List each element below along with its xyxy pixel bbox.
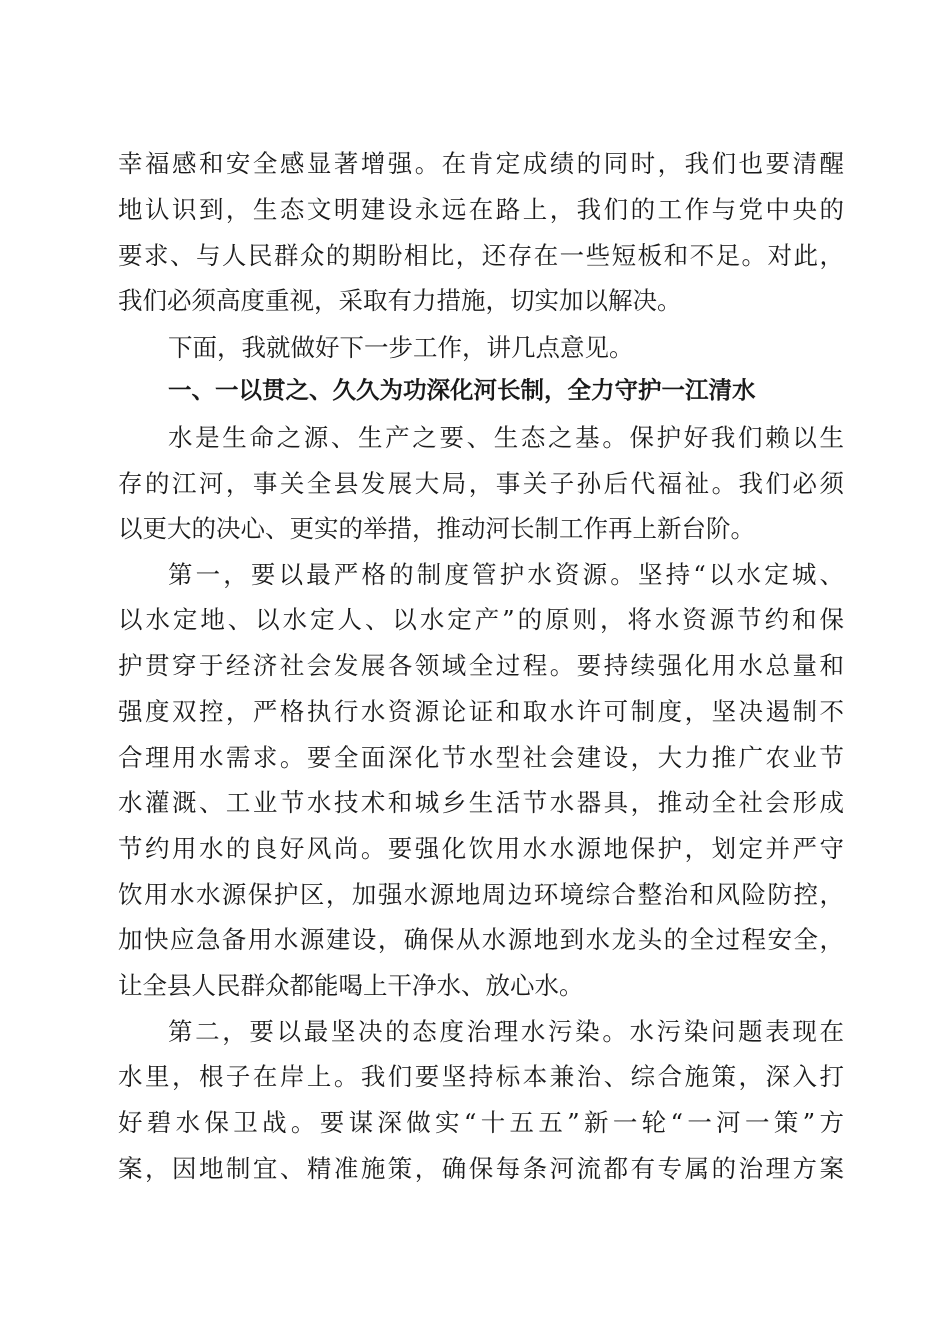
paragraph-line: 水灌溉、工业节水技术和城乡生活节水器具，推动全社会形成 (118, 788, 844, 817)
paragraph-line: 案，因地制宜、精准施策，确保每条河流都有专属的治理方案 (118, 1154, 844, 1183)
paragraph-line: 加快应急备用水源建设，确保从水源地到水龙头的全过程安全， (118, 925, 844, 954)
paragraph-line: 要求、与人民群众的期盼相比，还存在一些短板和不足。对此， (118, 241, 844, 270)
paragraph-line: 好碧水保卫战。要谋深做实“十五五”新一轮“一河一策”方 (118, 1108, 844, 1137)
paragraph-line: 以更大的决心、更实的举措，推动河长制工作再上新台阶。 (118, 514, 755, 543)
paragraph-line: 下面，我就做好下一步工作，讲几点意见。 (168, 333, 634, 362)
paragraph-line: 护贯穿于经济社会发展各领域全过程。要持续强化用水总量和 (118, 651, 844, 680)
paragraph-line: 让全县人民群众都能喝上干净水、放心水。 (118, 971, 584, 1000)
paragraph-line: 水里，根子在岸上。我们要坚持标本兼治、综合施策，深入打 (118, 1062, 844, 1091)
paragraph-line: 强度双控，严格执行水资源论证和取水许可制度，坚决遏制不 (118, 697, 844, 726)
paragraph-line: 第一，要以最严格的制度管护水资源。坚持“以水定城、 (168, 560, 844, 589)
paragraph-line: 地认识到，生态文明建设永远在路上，我们的工作与党中央的 (118, 195, 844, 224)
paragraph-line: 节约用水的良好风尚。要强化饮用水水源地保护，划定并严守 (118, 834, 844, 863)
paragraph-line: 幸福感和安全感显著增强。在肯定成绩的同时，我们也要清醒 (118, 149, 844, 178)
paragraph-line: 我们必须高度重视，采取有力措施，切实加以解决。 (118, 286, 682, 315)
paragraph-line: 合理用水需求。要全面深化节水型社会建设，大力推广农业节 (118, 743, 844, 772)
paragraph-line: 水是生命之源、生产之要、生态之基。保护好我们赖以生 (168, 423, 844, 452)
section-heading: 一、一以贯之、久久为功深化河长制，全力守护一江清水 (168, 376, 756, 404)
paragraph-line: 第二，要以最坚决的态度治理水污染。水污染问题表现在 (168, 1017, 844, 1046)
paragraph-line: 存的江河，事关全县发展大局，事关子孙后代福祉。我们必须 (118, 469, 844, 498)
paragraph-line: 以水定地、以水定人、以水定产”的原则，将水资源节约和保 (118, 605, 844, 634)
paragraph-line: 饮用水水源保护区，加强水源地周边环境综合整治和风险防控， (118, 880, 844, 909)
